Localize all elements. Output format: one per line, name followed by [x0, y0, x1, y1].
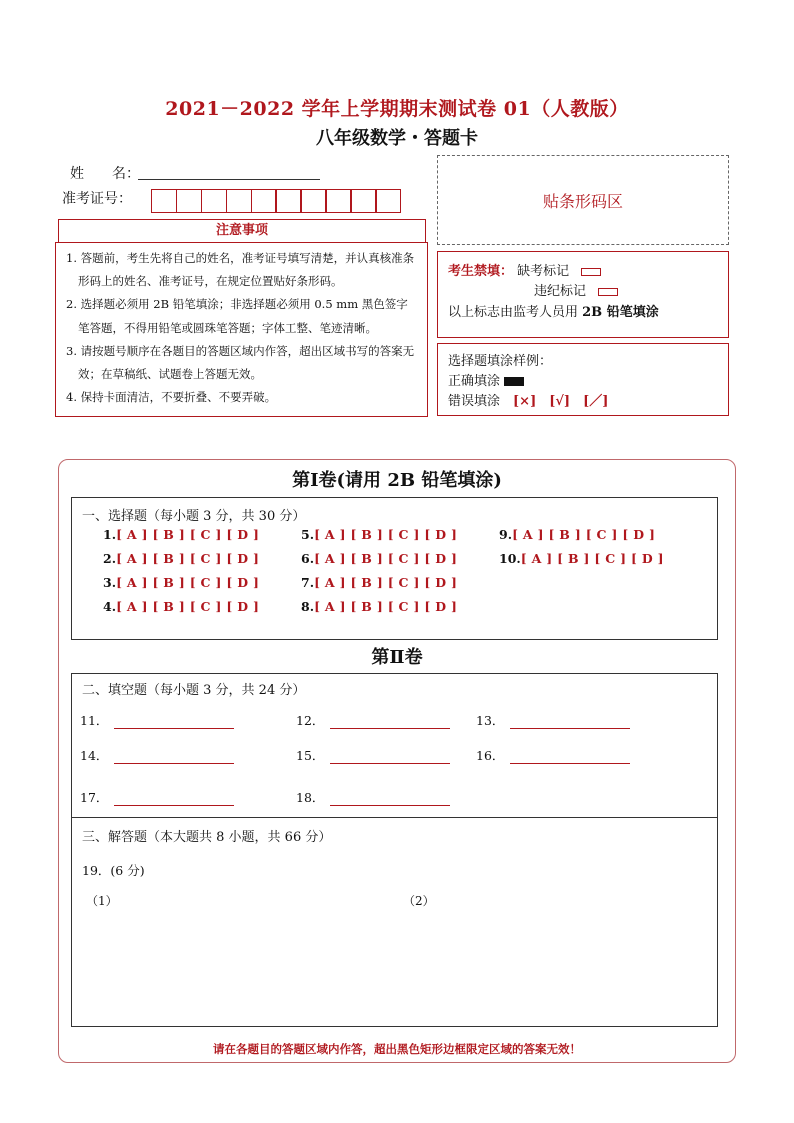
mc-question[interactable]: 1.[ A ] [ B ] [ C ] [ D ]	[103, 527, 260, 542]
fill-question[interactable]: 14．	[80, 746, 234, 764]
fill-question[interactable]: 15．	[296, 746, 450, 764]
name-label: 姓 名：	[70, 166, 140, 182]
id-box[interactable]	[300, 189, 326, 213]
notice-item: 4. 保持卡面清洁，不要折叠、不要弄破。	[66, 390, 277, 405]
notice-heading: 注意事项	[58, 219, 426, 243]
forbid-note-bold: 2B 铅笔填涂	[582, 305, 659, 320]
id-number-boxes[interactable]	[151, 189, 400, 213]
wrong-marks: [×] [√] [／]	[513, 394, 609, 409]
id-box[interactable]	[226, 189, 252, 213]
notice-item: 2. 选择题必须用 2B 铅笔填涂；非选择题必须用 0.5 mm 黑色签字笔答题，不得用铅笔或圆珠笔答题；字体工整、笔迹清晰。	[66, 297, 408, 335]
q19-part1: （1）	[86, 894, 118, 908]
sample-title: 选择题填涂样例：	[448, 354, 553, 369]
forbid-title: 考生禁填：	[448, 264, 514, 279]
mc-question[interactable]: 9.[ A ] [ B ] [ C ] [ D ]	[499, 527, 656, 542]
correct-label: 正确填涂	[448, 374, 501, 389]
mc-question[interactable]: 5.[ A ] [ B ] [ C ] [ D ]	[301, 527, 458, 542]
id-box[interactable]	[151, 189, 177, 213]
wrong-label: 错误填涂	[448, 394, 501, 409]
absent-box[interactable]	[581, 268, 601, 276]
id-box[interactable]	[201, 189, 227, 213]
mc-question[interactable]: 7.[ A ] [ B ] [ C ] [ D ]	[301, 575, 458, 590]
id-box[interactable]	[375, 189, 401, 213]
fill-question[interactable]: 13．	[476, 711, 630, 729]
notice-item: 1. 答题前，考生先将自己的姓名，准考证号填写清楚，并认真核准条形码上的姓名、准考证号，在规定位置贴好条形码。	[66, 251, 415, 289]
notice-item: 3. 请按题号顺序在各题目的答题区域内作答，超出区域书写的答案无效；在草稿纸、试题卷上答题无效。	[66, 343, 415, 382]
correct-fill-mark	[504, 377, 524, 386]
q19-part2: （2）	[403, 894, 435, 908]
id-box[interactable]	[325, 189, 351, 213]
answer-section[interactable]	[71, 817, 718, 1027]
mc-question[interactable]: 6.[ A ] [ B ] [ C ] [ D ]	[301, 551, 458, 566]
fill-heading: 二、填空题（每小题 3 分，共 24 分）	[82, 683, 306, 698]
volume1-title: 第Ⅰ卷(请用 2B 铅笔填涂)	[292, 470, 502, 491]
violation-label: 违纪标记	[534, 284, 587, 299]
forbid-note: 以上标志由监考人员用	[448, 305, 583, 320]
fill-question[interactable]: 18．	[296, 788, 450, 806]
id-box[interactable]	[350, 189, 376, 213]
mc-question[interactable]: 3.[ A ] [ B ] [ C ] [ D ]	[103, 575, 260, 590]
volume2-title: 第Ⅱ卷	[371, 647, 423, 668]
name-field[interactable]	[138, 179, 320, 180]
id-box[interactable]	[251, 189, 277, 213]
mc-question[interactable]: 2.[ A ] [ B ] [ C ] [ D ]	[103, 551, 260, 566]
footer-warning: 请在各题目的答题区域内作答，超出黑色矩形边框限定区域的答案无效！	[213, 1042, 581, 1056]
question-19: 19．(6 分)	[82, 863, 145, 878]
barcode-label: 贴条形码区	[542, 191, 623, 211]
id-box[interactable]	[275, 189, 301, 213]
barcode-area	[437, 155, 729, 245]
sample-panel	[437, 343, 729, 416]
fill-question[interactable]: 17．	[80, 788, 234, 806]
fill-question[interactable]: 12．	[296, 711, 450, 729]
exam-subtitle: 八年级数学・答题卡	[316, 128, 478, 149]
violation-box[interactable]	[598, 288, 618, 296]
forbid-panel	[437, 251, 729, 338]
absent-label: 缺考标记	[517, 264, 570, 279]
id-label: 准考证号：	[62, 191, 132, 207]
fill-question[interactable]: 11．	[80, 711, 234, 729]
notice-body	[55, 242, 428, 417]
fill-question[interactable]: 16．	[476, 746, 630, 764]
mc-question[interactable]: 4.[ A ] [ B ] [ C ] [ D ]	[103, 599, 260, 614]
answer-heading: 三、解答题（本大题共 8 小题，共 66 分）	[82, 830, 332, 845]
mc-question[interactable]: 10.[ A ] [ B ] [ C ] [ D ]	[499, 551, 664, 566]
mc-heading: 一、选择题（每小题 3 分，共 30 分）	[82, 509, 306, 524]
mc-question[interactable]: 8.[ A ] [ B ] [ C ] [ D ]	[301, 599, 458, 614]
exam-title: 2021－2022 学年上学期期末测试卷 01（人教版）	[165, 98, 629, 120]
id-box[interactable]	[176, 189, 202, 213]
